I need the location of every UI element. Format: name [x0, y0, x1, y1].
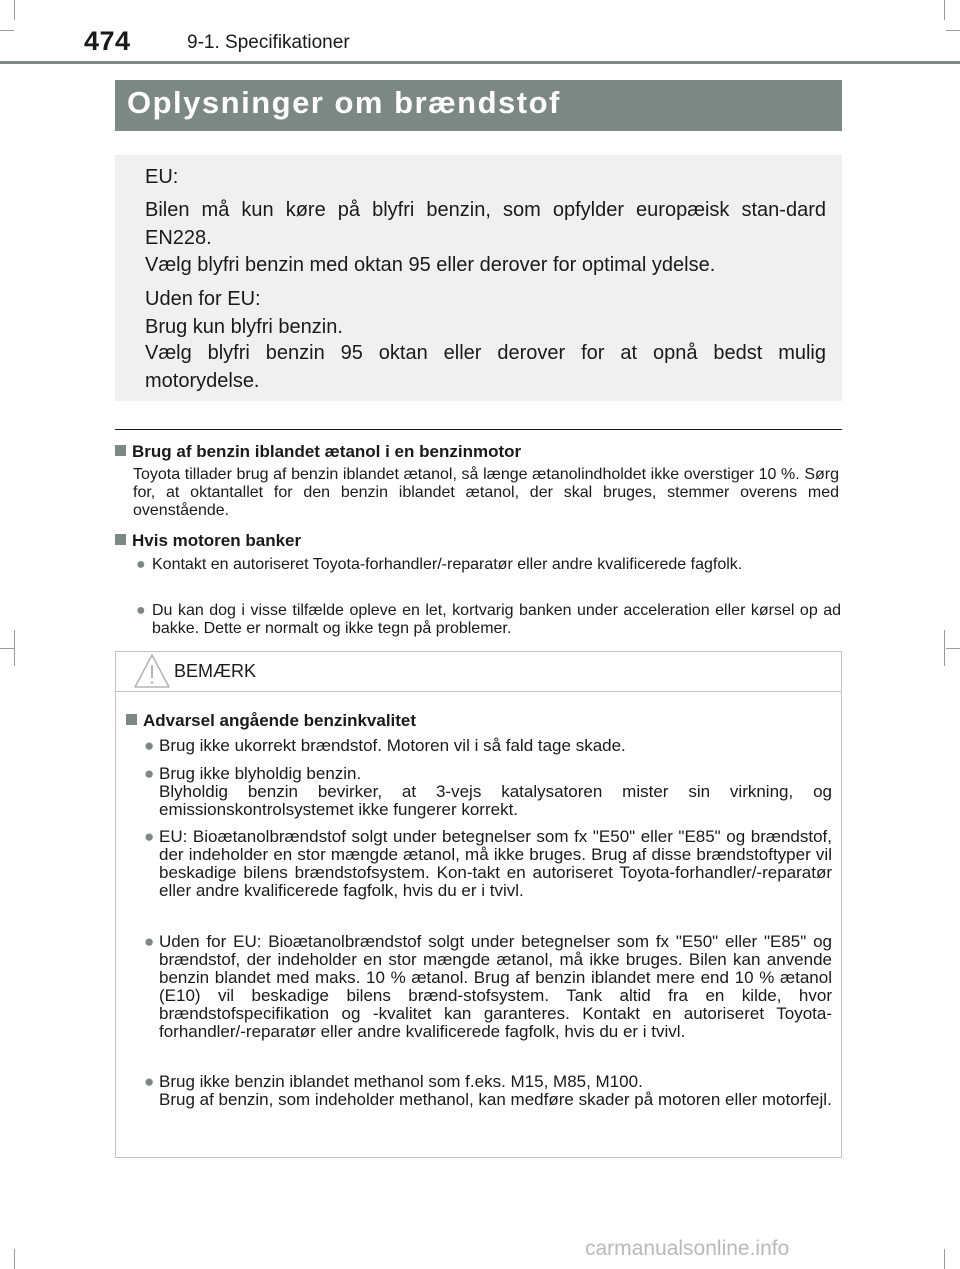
crop-mark [944, 0, 945, 20]
notice-header-rule [116, 691, 841, 692]
crop-mark [946, 30, 960, 31]
page-title: Oplysninger om brændstof [127, 85, 561, 120]
dot-bullet-icon: ● [144, 736, 155, 755]
dot-bullet-icon: ● [136, 602, 146, 619]
dot-bullet-icon: ● [144, 827, 155, 846]
notice-bullet: Uden for EU: Bioætanolbrændstof solgt under betegnelser som fx "E50" eller "E85" og brændstof, der indeholder en stor mængde ætanol, må ikke bruges. Bilen kan anvende benzin blandet med maks. 10 % ætanol. Brug af benzin iblandet mere end 10 % ætanol (E10) vil beskadige bilens brænd-stofsystem. Tank altid fra en kilde, hvor brændstofspecifikation og -kvalitet kan garanteres. Kontakt en autoriseret Toyota-forhandler/-reparatør eller andre kvalificerede fagfolk, hvis du er i tvivl. [159, 932, 832, 1041]
square-bullet-icon [126, 714, 137, 725]
ethanol-text: Toyota tillader brug af benzin iblandet ætanol, så længe ætanolindholdet ikke overstiger 10 %. Sørg for, at oktantallet for den benzin iblandet ætanol, der skal bruges, stemmer overens med ovenstående. [133, 466, 839, 519]
title-bar [115, 80, 842, 131]
ethanol-heading [115, 442, 521, 462]
notice-box [115, 651, 842, 1158]
knocking-bullet: Kontakt en autoriseret Toyota-forhandler/-reparatør eller andre kvalificerede fagfolk. [152, 556, 743, 573]
square-bullet-icon [115, 445, 126, 456]
fuel-info-box [115, 155, 842, 401]
crop-mark [14, 630, 15, 666]
dot-bullet-icon: ● [144, 1072, 155, 1091]
notice-bullet: EU: Bioætanolbrændstof solgt under betegnelser som fx "E50" eller "E85" og brændstof, der indeholder en stor mængde ætanol, må ikke bruges. Brug af disse brændstoftyper vil beskadige bilens brændstofsystem. Kon-takt en autoriseret Toyota-forhandler/-reparatør eller andre kvalificerede fagfolk, hvis du er i tvivl. [159, 827, 832, 900]
crop-mark [14, 1249, 15, 1269]
notice-bullet: Brug ikke blyholdig benzin. Blyholdig benzin bevirker, at 3-vejs katalysatoren mister sin virkning, og emissionskontrolsystemet ikke fungerer korrekt. [159, 764, 832, 819]
dot-bullet-icon: ● [144, 764, 155, 783]
warning-triangle-icon [133, 653, 171, 689]
crop-mark [944, 1249, 945, 1269]
crop-mark [0, 648, 14, 649]
non-eu-requirement: Brug kun blyfri benzin. [145, 316, 343, 338]
crop-mark [14, 0, 15, 20]
knocking-heading [115, 531, 301, 551]
eu-octane: Vælg blyfri benzin med oktan 95 eller derover for optimal ydelse. [145, 254, 716, 276]
dot-bullet-icon: ● [136, 556, 146, 573]
knocking-bullet: Du kan dog i visse tilfælde opleve en let, kortvarig banken under acceleration eller kørsel op ad bakke. Dette er normalt og ikke tegn på problemer. [152, 602, 841, 637]
square-bullet-icon [115, 534, 126, 545]
notice-label: BEMÆRK [174, 661, 257, 681]
knocking-heading-text: Hvis motoren banker [132, 531, 302, 550]
header-rule [0, 61, 960, 64]
notice-heading [126, 711, 416, 731]
page-number: 474 [84, 26, 131, 56]
notice-heading-text: Advarsel angående benzinkvalitet [143, 711, 417, 730]
ethanol-heading-text: Brug af benzin iblandet ætanol i en benzinmotor [132, 442, 522, 461]
section-divider [115, 429, 842, 430]
crop-mark [0, 30, 14, 31]
notice-bullet: Brug ikke benzin iblandet methanol som f.eks. M15, M85, M100. Brug af benzin, som indeholder methanol, kan medføre skader på motoren eller motorfejl. [159, 1072, 832, 1109]
notice-bullet: Brug ikke ukorrekt brændstof. Motoren vil i så fald tage skade. [159, 736, 626, 755]
non-eu-label: Uden for EU: [145, 288, 261, 310]
dot-bullet-icon: ● [144, 932, 155, 951]
non-eu-octane: Vælg blyfri benzin 95 oktan eller derover for at opnå bedst mulig motorydelse. [145, 342, 826, 392]
crop-mark [944, 630, 945, 666]
section-label: 9-1. Specifikationer [187, 32, 350, 53]
crop-mark [946, 648, 960, 649]
eu-requirement: Bilen må kun køre på blyfri benzin, som opfylder europæisk stan-dard EN228. [145, 199, 826, 249]
eu-label: EU: [145, 166, 179, 188]
watermark: carmanualsonline.info [585, 1237, 790, 1260]
